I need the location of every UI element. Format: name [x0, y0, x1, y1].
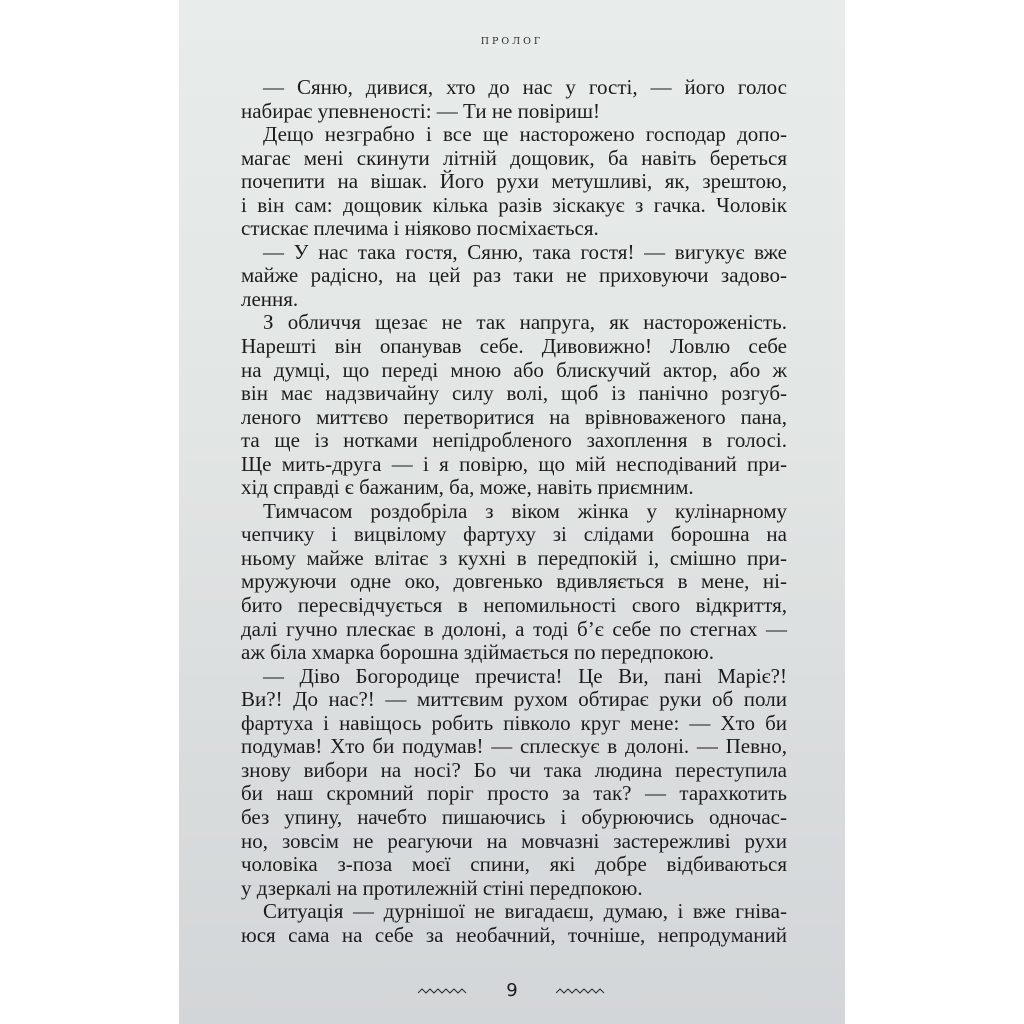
text-line: почепити на вішак. Його рухи метушливі, як, зрештою, — [241, 169, 787, 194]
text-line: хід справді є бажаним, ба, може, навіть приємним. — [241, 475, 694, 500]
text-line: Нарешті він опанував себе. Дивовижно! Ловлю себе — [241, 334, 787, 359]
text-line: чоловіка з-поза моєї спини, які добре відбиваються — [241, 852, 787, 877]
text-line: би наш скромний поріг просто за так? — тарахкотить — [241, 781, 787, 806]
text-line: леного миттєво перетворитися на врівноваженого пана, — [241, 404, 787, 429]
text-line: і він сам: дощовик кілька разів зіскакує з гачка. Чоловік — [241, 192, 787, 217]
page-footer — [179, 980, 845, 1001]
text-line: — Діво Богородице пречиста! Це Ви, пані Маріє?! — [263, 663, 787, 688]
text-line: знову вибори на носі? Бо чи така людина переступила — [241, 757, 787, 782]
text-line: Дещо незграбно і все ще насторожено господар допо- — [263, 122, 787, 147]
text-line: Ситуація — дурнішої не вигадаєш, думаю, і вже гніва- — [263, 899, 787, 924]
wavy-line-icon — [418, 986, 468, 996]
text-line: З обличчя щезає не так напруга, як настороженість. — [263, 310, 787, 335]
text-line: аж біла хмарка борошна здіймається по передпокою. — [241, 640, 714, 665]
text-line: бито пересвідчується в непомильності свого відкриття, — [241, 593, 787, 618]
text-line: юся сама на себе за необачний, точніше, непродуманий — [241, 922, 787, 947]
text-line: Ще мить-друга — і я повірю, що мій несподіваний при- — [241, 451, 787, 476]
text-line: но, зовсім не реагуючи на мовчазні застережливі рухи — [241, 828, 787, 853]
text-line: ньому майже влітає з кухні в передпокій і, смішно при- — [241, 545, 787, 570]
running-head: ПРОЛОГ — [480, 36, 544, 47]
text-line: та ще із нотками непідробленого захоплення в голосі. — [241, 428, 787, 453]
text-line: лення. — [241, 286, 299, 311]
body-text — [241, 76, 787, 947]
text-line: мружуючи одне око, довгенько вдивляється в мене, ні- — [241, 569, 787, 594]
text-line: набирає упевненості: — Ти не повіриш! — [241, 98, 601, 123]
text-line: Тимчасом роздобріла з віком жінка у кулінарному — [263, 498, 787, 523]
text-line: у дзеркалі на протилежній стіні передпокою. — [241, 875, 643, 900]
text-line: на думці, що переді мною або блискучий актор, або ж — [241, 357, 787, 382]
text-line: без упину, начебто пишаючись і обурюючись одночас- — [241, 804, 787, 829]
book-page — [179, 0, 845, 1024]
text-line: він має надзвичайну силу волі, щоб із панічно розгуб- — [241, 381, 787, 406]
text-line: Ви?! До нас?! — миттєвим рухом обтирає руки об поли — [241, 687, 787, 712]
text-line: фартуха і навіщось робить півколо круг мене: — Хто би — [241, 710, 787, 735]
text-line: далі гучно плескає в долоні, а тоді б’є себе по стегнах — — [241, 616, 787, 641]
text-line: подумав! Хто би подумав! — сплескує в долоні. — Певно, — [241, 734, 787, 759]
page-number: 9 — [506, 980, 518, 1001]
text-line: чепчику і вицвілому фартуху зі слідами борошна на — [241, 522, 787, 547]
text-line: магає мені скинути літній дощовик, ба навіть береться — [241, 145, 787, 170]
wavy-line-icon — [556, 986, 606, 996]
text-line: — У нас така гостя, Сяню, така гостя! — вигукує вже — [263, 239, 787, 264]
text-line: стискає плечима і ніяково посміхається. — [241, 216, 599, 241]
text-line: майже радісно, на цей раз таки не приховуючи задово- — [241, 263, 787, 288]
text-line: — Сяню, дивися, хто до нас у гості, — його голос — [263, 75, 787, 99]
